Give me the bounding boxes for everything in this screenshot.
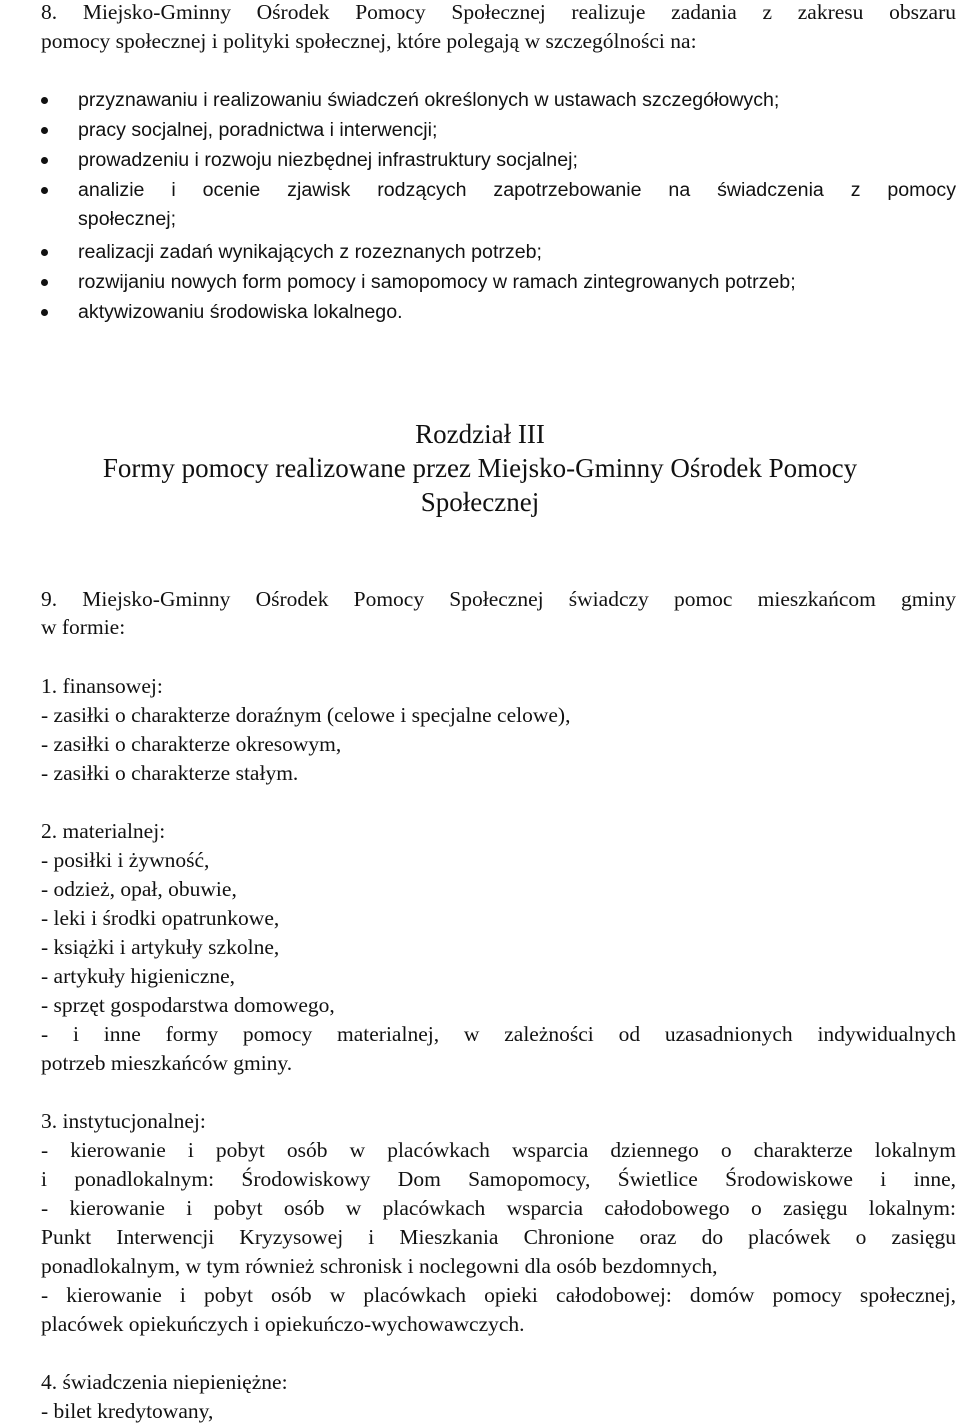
form-3-item: - kierowanie i pobyt osób w placówkach wsparcia dziennego o charakterze lokalnym [41,1138,956,1162]
form-3-item: - kierowanie i pobyt osób w placówkach opieki całodobowej: domów pomocy społecznej, [41,1283,956,1307]
form-2-heading: 2. materialnej: [41,819,166,843]
form-3-item: - kierowanie i pobyt osób w placówkach wsparcia całodobowego o zasięgu lokalnym: [41,1196,956,1220]
bullet-icon [41,127,48,134]
list-item-text: analizie i ocenie zjawisk rodzących zapotrzebowanie na świadczenia z pomocy [78,179,956,201]
list-item-continuation [41,205,956,234]
form-1-item: - zasiłki o charakterze doraźnym (celowe i specjalne celowe), [41,703,571,727]
list-item-text: aktywizowaniu środowiska lokalnego. [78,301,403,323]
section-9-paragraph-line-1: 9. Miejsko-Gminny Ośrodek Pomocy Społecznej świadczy pomoc mieszkańcom gminy [41,587,956,611]
list-item [41,298,956,327]
form-2-item: - odzież, opał, obuwie, [41,877,237,901]
bullet-icon [41,279,48,286]
bullet-icon [41,309,48,316]
list-item-text: pracy socjalnej, poradnictwa i interwencji; [78,119,438,141]
list-item [41,268,956,297]
form-3-item-continuation: Punkt Interwencji Kryzysowej i Mieszkania Chronione oraz do placówek o zasięgu [41,1225,956,1249]
chapter-title-line-2: Społecznej [420,487,540,517]
bullet-icon [41,249,48,256]
bullet-icon [41,187,48,194]
chapter-heading: Rozdział III [415,419,545,449]
form-2-item: - leki i środki opatrunkowe, [41,906,280,930]
form-2-item-continuation: potrzeb mieszkańców gminy. [41,1051,293,1075]
list-item-text: rozwijaniu nowych form pomocy i samopomocy w ramach zintegrowanych potrzeb; [78,271,796,293]
form-1-item: - zasiłki o charakterze stałym. [41,761,299,785]
list-item-text: przyznawaniu i realizowaniu świadczeń określonych w ustawach szczegółowych; [78,89,780,111]
form-4-heading: 4. świadczenia niepieniężne: [41,1370,288,1394]
bullet-icon [41,157,48,164]
list-item [41,176,956,205]
form-2-item: - posiłki i żywność, [41,848,210,872]
section-8-paragraph-line-1: 8. Miejsko-Gminny Ośrodek Pomocy Społecznej realizuje zadania z zakresu obszaru [41,0,956,24]
list-item [41,238,956,267]
list-item-text: społecznej; [78,208,177,230]
form-2-item: - książki i artykuły szkolne, [41,935,280,959]
form-2-item: - artykuły higieniczne, [41,964,236,988]
chapter-title-line-1: Formy pomocy realizowane przez Miejsko-Gminny Ośrodek Pomocy [102,453,858,483]
form-3-item-continuation: i ponadlokalnym: Środowiskowy Dom Samopomocy, Świetlice Środowiskowe i inne, [41,1167,956,1191]
list-item-text: prowadzeniu i rozwoju niezbędnej infrastruktury socjalnej; [78,149,578,171]
form-4-item: - bilet kredytowany, [41,1399,214,1423]
form-3-item-continuation: placówek opiekuńczych i opiekuńczo-wychowawczych. [41,1312,525,1336]
form-1-item: - zasiłki o charakterze okresowym, [41,732,342,756]
form-2-item: - sprzęt gospodarstwa domowego, [41,993,335,1017]
list-item-text: realizacji zadań wynikających z rozeznanych potrzeb; [78,241,542,263]
bullet-icon [41,97,48,104]
form-3-heading: 3. instytucjonalnej: [41,1109,206,1133]
list-item [41,146,956,175]
form-2-item: - i inne formy pomocy materialnej, w zależności od uzasadnionych indywidualnych [41,1022,956,1046]
form-1-heading: 1. finansowej: [41,674,163,698]
list-item [41,116,956,145]
section-8-paragraph-line-2: pomocy społecznej i polityki społecznej, które polegają w szczególności na: [41,29,697,53]
form-3-item-continuation: ponadlokalnym, w tym również schronisk i noclegowni dla osób bezdomnych, [41,1254,718,1278]
list-item [41,86,956,115]
section-9-paragraph-line-2: w formie: [41,615,126,639]
